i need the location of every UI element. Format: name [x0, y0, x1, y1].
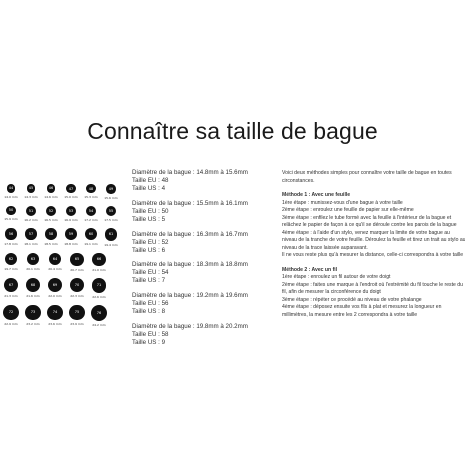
- ring-circle: 60: [85, 228, 97, 240]
- ring-size-item: [42, 184, 60, 200]
- ring-circle: 50: [6, 206, 16, 216]
- ring-diameter-label: 22.6 mm: [92, 294, 106, 299]
- ring-size-chart: [2, 184, 120, 333]
- ring-diameter-label: 16.5 mm: [44, 217, 58, 222]
- ring-circle: 59: [65, 228, 77, 240]
- ring-size-item: [24, 305, 42, 327]
- ring-circle: 52: [46, 206, 56, 216]
- ring-size-item: [90, 305, 108, 327]
- method-step: 1ère étape : munissez-vous d'une bague à votre taille: [282, 199, 403, 206]
- ring-circle: 70: [70, 278, 85, 293]
- method-step: Il ne vous reste plus qu'à mesurer la distance, celle-ci correspondra à votre taille: [282, 252, 464, 258]
- size-eu: Taille EU : 52: [132, 238, 169, 246]
- ring-circle: 58: [45, 228, 57, 240]
- ring-size-item: [68, 253, 86, 272]
- ring-circle: 71: [92, 278, 107, 293]
- size-block: [132, 292, 262, 316]
- method-2-steps: [282, 274, 465, 319]
- ring-diameter-label: 21.6 mm: [26, 293, 40, 298]
- ring-diameter-label: 15.3 mm: [84, 195, 98, 200]
- ring-diameter-label: 20.1 mm: [26, 267, 40, 272]
- ring-size-item: [82, 184, 100, 200]
- method-1-heading: Méthode 1 : Avec une feuille: [282, 192, 351, 198]
- ring-diameter-label: 16.9 mm: [64, 217, 78, 222]
- methods-panel: [282, 170, 465, 319]
- ring-diameter-label: 24.2 mm: [92, 322, 106, 327]
- method-step: 4ème étape : déposez ensuite vos fils à plat et mesurez la longueur en millimètres, la mesure entre les 2 correspondra à votre taille: [282, 304, 442, 318]
- size-diameter: Diamètre de la bague : 18.3mm à 18.8mm: [132, 261, 248, 269]
- ring-size-item: [46, 253, 64, 272]
- ring-circle: 45: [27, 184, 36, 193]
- size-list: [132, 169, 262, 354]
- ring-diameter-label: 19.1 mm: [84, 242, 98, 247]
- ring-size-row: [2, 278, 108, 299]
- ring-circle: 47: [66, 184, 75, 193]
- size-diameter: Diamètre de la bague : 19.2mm à 19.6mm: [132, 292, 248, 300]
- size-us: Taille US : 5: [132, 215, 166, 223]
- method-1-steps: [282, 200, 465, 260]
- size-diameter: Diamètre de la bague : 15.5mm à 16.1mm: [132, 199, 248, 207]
- ring-diameter-label: 14.6 mm: [44, 194, 58, 199]
- ring-circle: 76: [91, 305, 107, 321]
- ring-circle: 73: [25, 305, 40, 320]
- ring-circle: 61: [105, 228, 117, 240]
- ring-diameter-label: 17.2 mm: [84, 218, 98, 223]
- ring-circle: 75: [69, 305, 85, 321]
- ring-size-item: [90, 278, 108, 299]
- ring-circle: 72: [3, 305, 18, 320]
- ring-size-item: [102, 184, 120, 200]
- ring-circle: 62: [5, 253, 18, 266]
- ring-diameter-label: 17.8 mm: [4, 241, 18, 246]
- ring-diameter-label: 18.5 mm: [44, 241, 58, 246]
- ring-circle: 63: [27, 253, 40, 266]
- ring-circle: 55: [106, 206, 117, 217]
- ring-circle: 68: [26, 278, 40, 292]
- ring-size-row: [2, 228, 120, 246]
- ring-size-item: [42, 228, 60, 246]
- page-title: Connaître sa taille de bague: [87, 118, 378, 144]
- size-diameter: Diamètre de la bague : 14.8mm à 15.6mm: [132, 169, 248, 176]
- ring-size-item: [46, 278, 64, 299]
- ring-circle: 67: [4, 278, 18, 292]
- ring-size-item: [24, 278, 42, 299]
- size-block: [132, 169, 262, 193]
- method-step: 3ème étape : enfilez le tube formé avec la feuille à l'intérieur de la bague et relâchez le papier de façon à ce qu'il se déroule contre les parois de la bague: [282, 214, 457, 228]
- size-eu: Taille EU : 56: [132, 300, 169, 308]
- ring-diameter-label: 18.1 mm: [24, 241, 38, 246]
- ring-size-item: [2, 184, 20, 200]
- ring-circle: 64: [49, 253, 62, 266]
- ring-diameter-label: 23.6 mm: [48, 322, 62, 327]
- method-step: 1ère étape : enroulez un fil autour de votre doigt: [282, 274, 391, 280]
- size-block: [132, 323, 262, 347]
- ring-size-item: [2, 206, 20, 223]
- ring-size-row: [2, 253, 108, 272]
- ring-circle: 57: [25, 228, 36, 239]
- ring-diameter-label: 23.2 mm: [26, 322, 40, 326]
- ring-circle: 54: [86, 206, 97, 217]
- size-block: [132, 261, 262, 285]
- ring-size-row: [2, 184, 120, 200]
- ring-size-item: [62, 228, 80, 246]
- ring-diameter-label: 23.9 mm: [70, 322, 84, 327]
- ring-size-item: [102, 206, 120, 223]
- ring-size-item: [22, 206, 40, 223]
- methods-intro: Voici deux méthodes simples pour connaître votre taille de bague en toutes circonstances.: [282, 170, 452, 184]
- method-step: 3ème étape : répéter ce procédé au niveau de votre phalange: [282, 296, 422, 303]
- ring-size-item: [46, 305, 64, 327]
- ring-circle: 69: [48, 278, 62, 292]
- ring-diameter-label: 19.7 mm: [4, 267, 18, 272]
- size-block: [132, 231, 262, 255]
- ring-size-item: [22, 184, 40, 200]
- ring-size-item: [2, 278, 20, 299]
- ring-size-row: [2, 305, 108, 327]
- ring-circle: 46: [47, 184, 56, 193]
- ring-diameter-label: 21.3 mm: [4, 293, 18, 298]
- ring-diameter-label: 21.0 mm: [92, 267, 106, 272]
- ring-diameter-label: 20.4 mm: [48, 267, 62, 272]
- size-eu: Taille EU : 50: [132, 207, 169, 215]
- ring-diameter-label: 18.8 mm: [64, 242, 78, 247]
- ring-size-item: [68, 278, 86, 299]
- ring-size-item: [68, 305, 86, 327]
- ring-size-item: [42, 206, 60, 223]
- ring-size-item: [82, 206, 100, 223]
- ring-circle: 53: [66, 206, 76, 216]
- ring-size-item: [2, 228, 20, 246]
- size-eu: Taille EU : 54: [132, 269, 169, 277]
- size-block: [132, 200, 262, 224]
- ring-size-row: [2, 206, 120, 223]
- ring-circle: 48: [86, 184, 95, 193]
- size-us: Taille US : 8: [132, 308, 166, 316]
- method-step: 4ème étape : à l'aide d'un stylo, venez marquer la limite de votre bague au niveau de la tranche de votre feuille. Déroulez la feuille et tirez un trait au stylo au niveau de la trace laissée auparavant.: [282, 229, 465, 251]
- ring-diameter-label: 17.5 mm: [104, 218, 118, 223]
- size-us: Taille US : 7: [132, 277, 166, 285]
- ring-circle: 74: [47, 305, 63, 321]
- ring-circle: 65: [70, 253, 83, 266]
- size-eu: Taille EU : 58: [132, 330, 169, 338]
- ring-diameter-label: 22.3 mm: [70, 294, 84, 299]
- ring-circle: 44: [7, 184, 16, 193]
- ring-size-item: [62, 184, 80, 200]
- ring-size-item: [22, 228, 40, 246]
- ring-diameter-label: 15.0 mm: [64, 195, 78, 200]
- size-us: Taille US : 9: [132, 338, 166, 346]
- ring-diameter-label: 22.9 mm: [4, 321, 18, 326]
- ring-size-item: [82, 228, 100, 246]
- ring-size-item: [62, 206, 80, 223]
- ring-diameter-label: 22.0 mm: [48, 294, 62, 299]
- method-step: 2ème étape : faites une marque à l'endroit où l'extrémité du fil touche le reste du fil, afin de mesurer la circonférence du doigt: [282, 281, 463, 295]
- size-us: Taille US : 4: [132, 185, 166, 192]
- ring-diameter-label: 14.0 mm: [4, 194, 18, 199]
- method-2-heading: Méthode 2 : Avec un fil: [282, 266, 338, 273]
- ring-size-item: [2, 253, 20, 272]
- size-diameter: Diamètre de la bague : 16.3mm à 16.7mm: [132, 230, 248, 238]
- method-step: 2ème étape : enroulez une feuille de papier sur elle-même: [282, 207, 414, 213]
- ring-diameter-label: 15.6 mm: [104, 195, 118, 200]
- ring-size-item: [102, 228, 120, 246]
- ring-diameter-label: 16.2 mm: [24, 217, 38, 222]
- ring-diameter-label: 19.4 mm: [104, 242, 118, 247]
- size-eu: Taille EU : 48: [132, 177, 169, 184]
- ring-size-item: [90, 253, 108, 272]
- ring-circle: 49: [106, 184, 116, 194]
- ring-size-item: [24, 253, 42, 272]
- ring-size-item: [2, 305, 20, 327]
- ring-diameter-label: 14.3 mm: [24, 194, 38, 199]
- ring-circle: 51: [26, 206, 36, 216]
- size-diameter: Diamètre de la bague : 19.8mm à 20.2mm: [132, 322, 248, 330]
- ring-diameter-label: 15.9 mm: [4, 217, 18, 222]
- ring-diameter-label: 20.7 mm: [70, 267, 84, 272]
- size-us: Taille US : 6: [132, 246, 166, 254]
- ring-circle: 56: [5, 228, 16, 239]
- ring-circle: 66: [92, 253, 105, 266]
